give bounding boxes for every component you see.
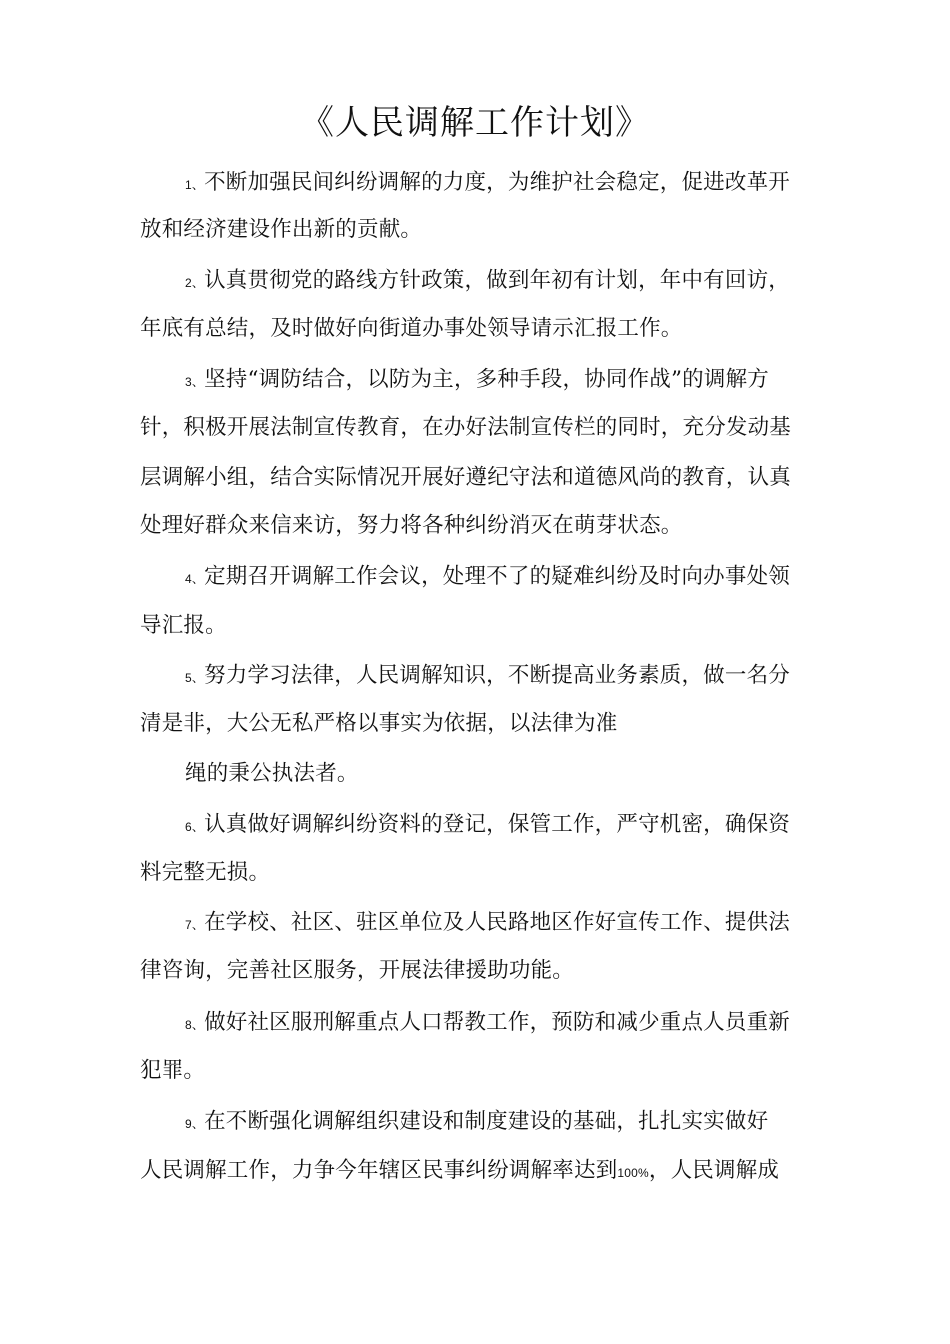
item-number: 6、 xyxy=(185,820,205,834)
item-text: 努力学习法律，人民调解知识，不断提高业务素质，做一名分 xyxy=(204,663,790,688)
item-text: 做好社区服刑解重点人口帮教工作，预防和减少重点人员重新 xyxy=(204,1010,790,1035)
item-6-line-1 xyxy=(185,810,790,842)
item-text: 认真贯彻党的路线方针政策，做到年初有计划，年中有回访， xyxy=(204,268,790,293)
item-text: 在不断强化调解组织建设和制度建设的基础，扎扎实实做好 xyxy=(204,1109,769,1134)
item-1-line-2 xyxy=(140,215,422,245)
item-number: 3、 xyxy=(185,375,205,389)
item-7-line-2 xyxy=(140,956,574,986)
item-text: 清是非，大公无私严格以事实为依据，以法律为准 xyxy=(140,711,618,736)
item-text: 料完整无损。 xyxy=(140,860,271,885)
item-text: 层调解小组，结合实际情况开展好遵纪守法和道德风尚的教育，认真 xyxy=(140,465,792,490)
item-4-line-2 xyxy=(140,611,227,641)
item-text: 在学校、社区、驻区单位及人民路地区作好宣传工作、提供法 xyxy=(204,910,790,935)
item-text: 导汇报。 xyxy=(140,613,227,638)
item-1-line-1 xyxy=(185,168,790,200)
item-7-line-1 xyxy=(185,908,790,940)
item-9-line-2 xyxy=(140,1156,779,1188)
item-6-line-2 xyxy=(140,858,270,888)
item-number: 4、 xyxy=(185,572,205,586)
item-text: 绳的秉公执法者。 xyxy=(185,761,359,786)
item-text: 人民调解工作，力争今年辖区民事纠纷调解率达到 xyxy=(140,1158,618,1183)
item-number: 8、 xyxy=(185,1018,205,1032)
item-text: ，人民调解成 xyxy=(648,1158,780,1183)
item-text: 定期召开调解工作会议，处理不了的疑难纠纷及时向办事处领 xyxy=(204,564,790,589)
item-3-line-3 xyxy=(140,463,791,493)
item-3-line-2 xyxy=(140,413,791,443)
item-number: 1、 xyxy=(185,178,205,192)
item-text: 不断加强民间纠纷调解的力度，为维护社会稳定，促进改革开 xyxy=(204,170,790,195)
item-8-line-1 xyxy=(185,1008,790,1040)
item-text: 放和经济建设作出新的贡献。 xyxy=(140,217,423,242)
percent-value: 100% xyxy=(617,1166,649,1180)
item-4-line-1 xyxy=(185,562,790,594)
item-text: 针，积极开展法制宣传教育，在办好法制宣传栏的同时，充分发动基 xyxy=(140,415,792,440)
item-text: 处理好群众来信来访，努力将各种纠纷消灭在萌芽状态。 xyxy=(140,513,683,538)
item-number: 5、 xyxy=(185,671,205,685)
item-number: 2、 xyxy=(185,276,205,290)
item-5-line-3 xyxy=(185,759,359,789)
document-title: 《人民调解工作计划》 xyxy=(300,103,650,143)
item-3-line-1 xyxy=(185,365,769,397)
item-text: 认真做好调解纠纷资料的登记，保管工作，严守机密，确保资 xyxy=(204,812,790,837)
item-number: 7、 xyxy=(185,918,205,932)
item-8-line-2 xyxy=(140,1056,205,1086)
item-number: 9、 xyxy=(185,1117,205,1131)
item-2-line-2 xyxy=(140,314,683,344)
item-9-line-1 xyxy=(185,1107,768,1139)
item-3-line-4 xyxy=(140,511,683,541)
item-text: 犯罪。 xyxy=(140,1058,206,1083)
item-text: 年底有总结，及时做好向街道办事处领导请示汇报工作。 xyxy=(140,316,683,341)
item-5-line-2 xyxy=(140,709,617,739)
item-text: 律咨询，完善社区服务，开展法律援助功能。 xyxy=(140,958,575,983)
item-2-line-1 xyxy=(185,266,790,298)
item-text: 坚持“调防结合，以防为主，多种手段，协同作战”的调解方 xyxy=(204,367,769,392)
item-5-line-1 xyxy=(185,661,790,693)
